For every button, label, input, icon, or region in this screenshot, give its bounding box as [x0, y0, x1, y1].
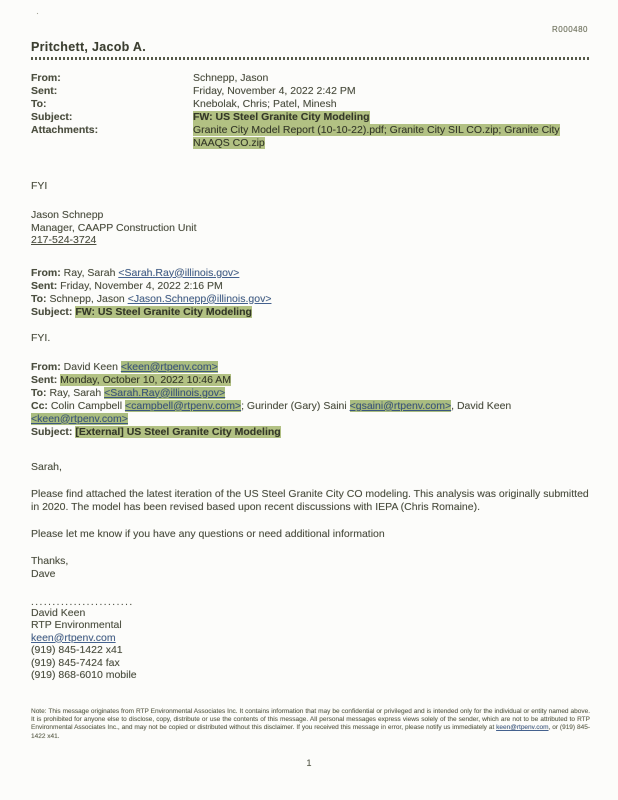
sent-label: Sent:	[31, 85, 58, 97]
email3-subject-line	[31, 426, 590, 439]
cc-separator-1: ; Gurinder (Gary) Saini	[241, 399, 350, 412]
signature-name: David Keen	[31, 606, 86, 619]
attachments-value: Granite City Model Report (10-10-22).pdf; Granite City SIL CO.zip; Granite City NAAQS CO.zip	[193, 124, 560, 149]
confidentiality-disclaimer	[31, 708, 590, 742]
email2-subject-line	[31, 306, 590, 319]
email3-header-block	[31, 361, 590, 439]
sent-label: Sent:	[31, 279, 58, 292]
sent-value: Monday, October 10, 2022 10:46 AM	[60, 373, 232, 386]
subject-label: Subject:	[31, 425, 73, 438]
cc-separator-2: , David Keen	[451, 399, 512, 412]
closing-word: Thanks,	[31, 554, 69, 567]
to-label: To:	[31, 98, 47, 110]
signature-name: Jason Schnepp	[31, 209, 104, 221]
recipient-name-header: Pritchett, Jacob A.	[31, 40, 146, 54]
email3-greeting: Sarah,	[31, 460, 62, 473]
signature-email-link[interactable]: keen@rtpenv.com	[31, 631, 116, 644]
email1-from-row	[31, 72, 590, 85]
to-name: Schnepp, Jason	[49, 292, 128, 305]
bates-number: R000480	[552, 25, 588, 34]
email1-sent-row	[31, 85, 590, 98]
from-name: David Keen	[63, 360, 121, 373]
signature-company: RTP Environmental	[31, 619, 122, 631]
email3-signature	[31, 607, 590, 682]
sent-value: Friday, November 4, 2022 2:16 PM	[60, 279, 223, 292]
email2-fyi: FYI.	[31, 331, 51, 344]
email1-signature	[31, 209, 590, 247]
signature-separator: ........................	[31, 596, 134, 608]
email2-to-line	[31, 293, 590, 306]
attachments-label: Attachments:	[31, 124, 99, 136]
from-name: Ray, Sarah	[63, 266, 119, 279]
subject-value: FW: US Steel Granite City Modeling	[75, 305, 252, 318]
to-value: Knebolak, Chris; Patel, Minesh	[193, 98, 337, 110]
signature-title: Manager, CAAPP Construction Unit	[31, 221, 197, 234]
email3-paragraph-2: Please let me know if you have any questions or need additional information	[31, 527, 385, 540]
from-label: From:	[31, 72, 61, 84]
email3-sent-line	[31, 374, 590, 387]
subject-value: FW: US Steel Granite City Modeling	[193, 111, 370, 123]
cc-email-link-1[interactable]: <campbell@rtpenv.com>	[124, 399, 242, 412]
from-label: From:	[31, 360, 61, 373]
signature-mobile: (919) 868-6010 mobile	[31, 669, 137, 681]
signature-phone: (919) 845-1422 x41	[31, 644, 123, 656]
email3-paragraph-1: Please find attached the latest iteration of the US Steel Granite City CO modeling. This analysis was originally submitted in 2020. The model has been revised based upon recent discussions with IEPA (Chris Romaine).	[31, 487, 589, 513]
from-label: From:	[31, 266, 61, 279]
scan-artifact: ·	[36, 8, 39, 18]
closing-name: Dave	[31, 567, 56, 580]
email3-to-line	[31, 387, 590, 400]
email2-header-block	[31, 267, 590, 319]
to-label: To:	[31, 386, 47, 399]
email1-fyi: FYI	[31, 180, 48, 192]
to-email-link[interactable]: <Jason.Schnepp@illinois.gov>	[127, 292, 272, 305]
email2-from-line	[31, 267, 590, 280]
from-value: Schnepp, Jason	[193, 72, 269, 84]
cc-email-link-2[interactable]: <gsaini@rtpenv.com>	[349, 399, 452, 412]
cc-label: Cc:	[31, 399, 48, 412]
email1-header-block	[31, 72, 590, 150]
from-email-link[interactable]: <keen@rtpenv.com>	[120, 360, 218, 373]
email3-cc-line	[31, 400, 590, 426]
to-name: Ray, Sarah	[49, 386, 105, 399]
from-email-link[interactable]: <Sarah.Ray@illinois.gov>	[118, 266, 240, 279]
page-number: 1	[306, 758, 312, 768]
email1-attachments-row	[31, 124, 590, 150]
disclaimer-email-link[interactable]: keen@rtpenv.com	[496, 724, 549, 732]
to-email-link[interactable]: <Sarah.Ray@illinois.gov>	[104, 386, 226, 399]
cc-email-link-3[interactable]: <keen@rtpenv.com>	[31, 412, 128, 425]
subject-label: Subject:	[31, 111, 73, 123]
sent-label: Sent:	[31, 373, 58, 386]
email1-to-row	[31, 98, 590, 111]
sent-value: Friday, November 4, 2022 2:42 PM	[193, 85, 356, 97]
disclaimer-text-1: Note: This message originates from RTP Environmental Associates Inc. It contains information that may be confidential or privileged and is intended only for the individual or entity named above. It is prohibited for anyone else to disclose, copy, distribute or use the contents of this message. All personal messages express views solely of the sender, which are not to be attributed to RTP Environmental Associates Inc., and may not be copied or distributed without this disclaimer. If you received this message in error, please notify us immediately at	[31, 707, 590, 732]
email3-closing	[31, 555, 590, 581]
header-divider-rule	[31, 57, 590, 60]
subject-label: Subject:	[31, 305, 73, 318]
signature-fax: (919) 845-7424 fax	[31, 656, 120, 669]
email3-from-line	[31, 361, 590, 374]
subject-value: [External] US Steel Granite City Modeling	[75, 425, 281, 438]
email2-sent-line	[31, 280, 590, 293]
email1-subject-row	[31, 111, 590, 124]
disclaimer-text-2: , or (919) 845-1422 x41.	[31, 724, 590, 740]
cc-name-1: Colin Campbell	[50, 399, 125, 412]
phone-link[interactable]: 217-524-3724	[31, 234, 97, 246]
to-label: To:	[31, 292, 47, 305]
